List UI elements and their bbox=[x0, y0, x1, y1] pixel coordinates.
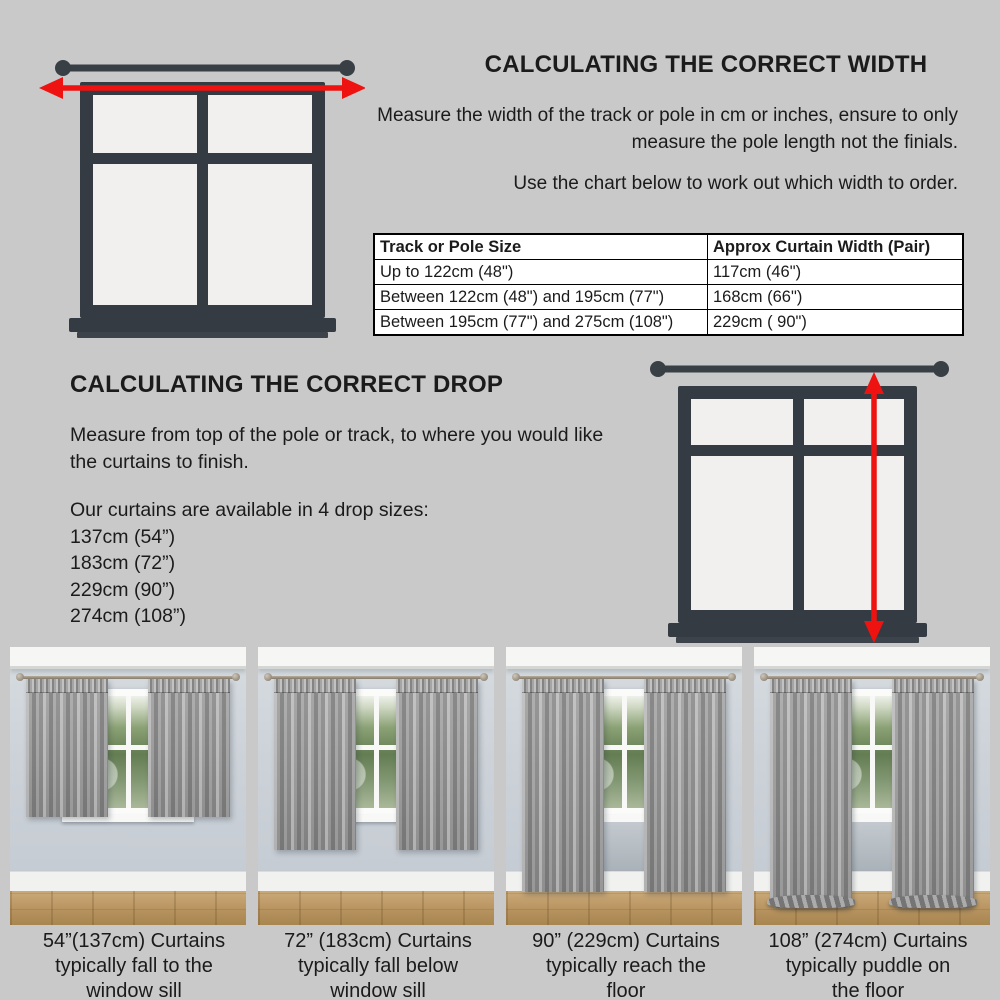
width-size-table bbox=[373, 233, 964, 336]
curtain-right bbox=[148, 679, 230, 817]
wood-floor bbox=[10, 891, 246, 925]
table-cell: 117cm (46") bbox=[708, 260, 964, 285]
caption-line: the floor bbox=[831, 980, 905, 1000]
drop-size-item: 274cm (108”) bbox=[70, 605, 186, 627]
ceiling-molding bbox=[258, 647, 494, 669]
table-row bbox=[374, 310, 963, 336]
drop-illustration bbox=[640, 350, 1000, 648]
ceiling-molding bbox=[754, 647, 990, 669]
caption-line: 54”(137cm) Curtains bbox=[42, 930, 226, 952]
caption-90 bbox=[506, 929, 746, 1000]
table-row bbox=[374, 285, 963, 310]
caption-line: typically reach the bbox=[545, 955, 707, 977]
col-header-curtain-width: Approx Curtain Width (Pair) bbox=[708, 234, 964, 260]
caption-108 bbox=[748, 929, 988, 1000]
caption-line: window sill bbox=[86, 980, 182, 1000]
caption-line: typically fall to the bbox=[55, 955, 213, 977]
table-cell: 229cm ( 90") bbox=[708, 310, 964, 336]
photo-curtains-72-below-sill bbox=[258, 647, 494, 925]
ceiling-molding bbox=[506, 647, 742, 669]
table-header-row bbox=[374, 234, 963, 260]
caption-line: 108” (274cm) Curtains bbox=[768, 930, 968, 952]
table-cell: Between 122cm (48") and 195cm (77") bbox=[374, 285, 708, 310]
caption-line: floor bbox=[606, 980, 646, 1000]
curtain-right bbox=[892, 679, 974, 908]
table-cell: Up to 122cm (48") bbox=[374, 260, 708, 285]
table-cell: Between 195cm (77") and 275cm (108") bbox=[374, 310, 708, 336]
caption-72 bbox=[258, 929, 498, 1000]
caption-line: typically puddle on bbox=[785, 955, 951, 977]
photo-curtains-108-puddle bbox=[754, 647, 990, 925]
window-icon bbox=[668, 386, 927, 643]
ceiling-molding bbox=[10, 647, 246, 669]
curtain-pole-icon bbox=[650, 361, 949, 377]
drop-size-item: 229cm (90”) bbox=[70, 578, 176, 601]
photo-curtains-54-sill bbox=[10, 647, 246, 925]
window-icon bbox=[69, 82, 336, 338]
curtain-pole-icon bbox=[55, 60, 355, 76]
table-row bbox=[374, 260, 963, 285]
drop-heading: CALCULATING THE CORRECT DROP bbox=[70, 371, 504, 398]
photo-curtains-90-floor bbox=[506, 647, 742, 925]
col-header-track-size: Track or Pole Size bbox=[374, 234, 708, 260]
curtain-left bbox=[522, 679, 604, 892]
curtain-left bbox=[26, 679, 108, 817]
caption-line: typically fall below bbox=[297, 955, 459, 977]
table-cell: 168cm (66") bbox=[708, 285, 964, 310]
drop-sizes-list bbox=[70, 497, 429, 630]
width-heading: CALCULATING THE CORRECT WIDTH bbox=[484, 51, 928, 78]
curtain-left bbox=[274, 679, 356, 850]
drop-sizes-intro: Our curtains are available in 4 drop sizes: bbox=[70, 499, 429, 521]
caption-54 bbox=[14, 929, 254, 1000]
skirting-board bbox=[10, 871, 246, 892]
curtain-right bbox=[644, 679, 726, 892]
wood-floor bbox=[506, 891, 742, 925]
width-instruction-2: Use the chart below to work out which width to order. bbox=[513, 173, 958, 194]
skirting-board bbox=[258, 871, 494, 892]
drop-size-item: 137cm (54”) bbox=[70, 525, 176, 548]
curtain-left bbox=[770, 679, 852, 908]
caption-line: 90” (229cm) Curtains bbox=[532, 930, 720, 952]
caption-line: window sill bbox=[330, 980, 426, 1000]
width-instruction-1: Measure the width of the track or pole in cm or inches, ensure to only measure the pole length not the finials. bbox=[377, 105, 958, 153]
caption-line: 72” (183cm) Curtains bbox=[284, 930, 472, 952]
wood-floor bbox=[258, 891, 494, 925]
curtain-right bbox=[396, 679, 478, 850]
drop-size-item: 183cm (72”) bbox=[70, 552, 176, 574]
drop-instruction: Measure from top of the pole or track, to where you would like the curtains to finish. bbox=[70, 424, 604, 473]
width-illustration bbox=[25, 45, 365, 345]
